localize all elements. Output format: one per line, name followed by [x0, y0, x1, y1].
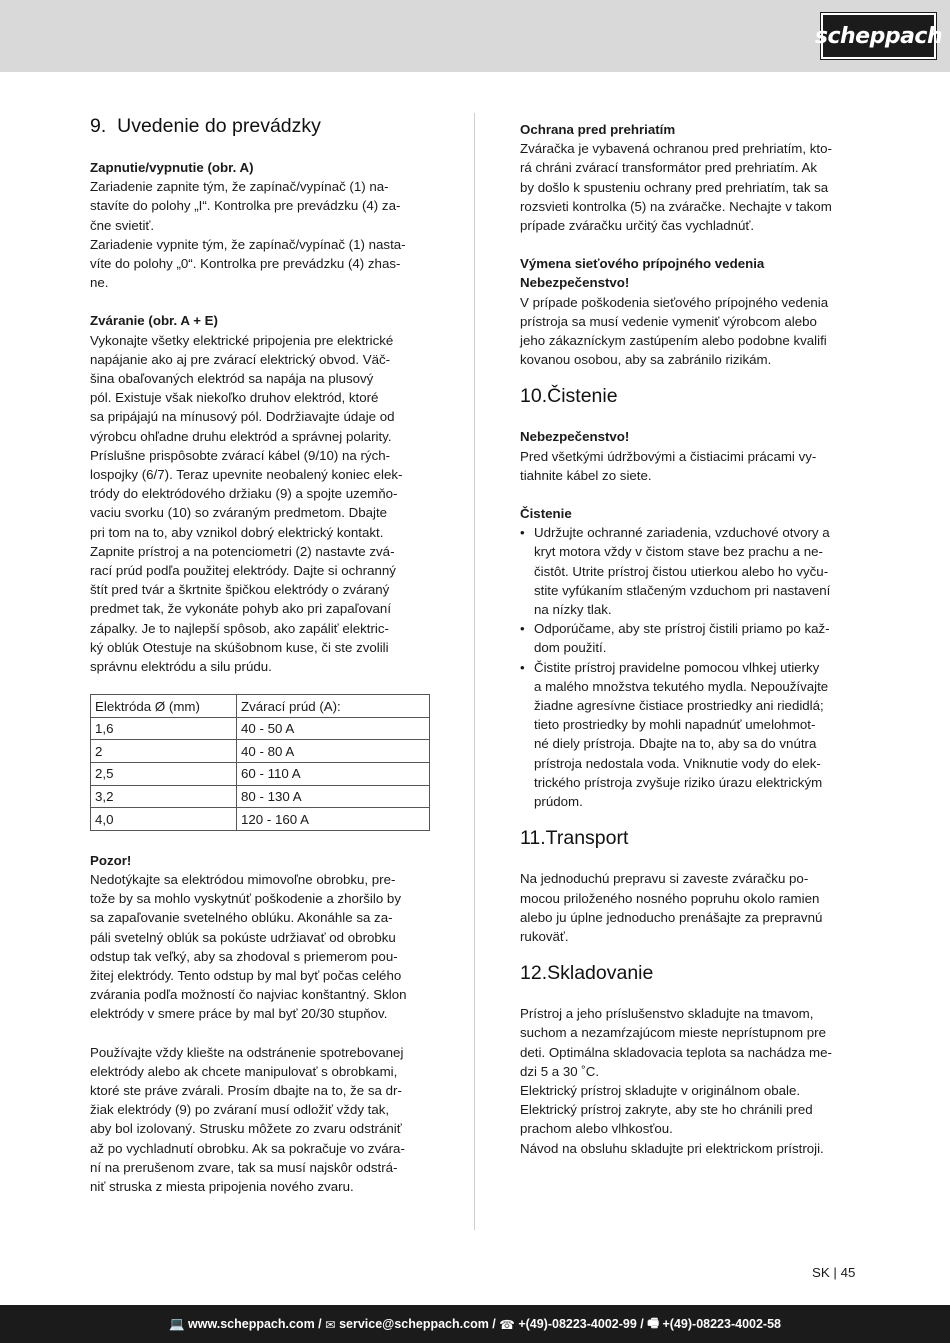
welding-subheading: Zváranie (obr. A + E): [90, 313, 218, 329]
section-number: 9.: [90, 115, 107, 137]
onoff-subheading: Zapnutie/vypnutie (obr. A): [90, 160, 254, 175]
scheppach-logo: scheppach: [821, 13, 936, 59]
page-header: [0, 0, 950, 72]
onoff-text: Zariadenie zapnite tým, že zapínač/vypínač (1) na- stavíte do polohy „I“. Kontrolka pre prevádzku (4) za- čne svietiť. Zariadenie vypnite tým, že zapínač/vypínač (1) nasta- víte do polohy „0“. Kontrolka pre prevádzku (4) zhas- ne.: [90, 179, 406, 291]
footer-website[interactable]: www.scheppach.com /: [188, 1317, 322, 1331]
section-title: Skladovanie: [547, 962, 654, 985]
cleaning-warning-text: Pred všetkými údržbovými a čistiacimi prácami vy- tiahnite kábel zo siete.: [520, 448, 817, 483]
table-row: [91, 763, 430, 786]
caution-text: Nedotýkajte sa elektródou mimovoľne obrobku, pre- tože by sa mohlo vyskytnúť poškodenie a zhoršilo by sa zapaľovanie svetelného oblúku. Akonáhle sa za- páli svetelný oblúk sa pokúste udržiavať od obrobku odstup tak veľký, aby sa zhodoval s priemerom pou- žitej elektródy. Tento odstup by mal byť počas celého zvárania podľa možností čo najviac konštantný. Sklon elektródy v smere práce by mal byť 20/30 stupňov.: [90, 872, 407, 1022]
section-number: 10.: [520, 385, 548, 408]
table-row: [91, 717, 430, 740]
table-cell: 40 - 50 A: [237, 717, 430, 740]
table-header-cell: Elektróda Ø (mm): [91, 695, 237, 718]
overheat-subheading: Ochrana pred prehriatím: [520, 122, 676, 137]
overheat-text: Zváračka je vybavená ochranou pred prehriatím, kto- rá chráni zvárací transformátor pred prehriatím. Ak by došlo k spusteniu ochrany pred prehriatím, tak sa rozsvieti kontrolka (5) na zváračke. Nechajte v takom prípade zváračku určitý čas vychladnúť.: [520, 141, 832, 234]
electrode-current-table: [90, 694, 430, 831]
transport-text: Na jednoduchú prepravu si zaveste zváračku po- mocou priloženého nosného popruhu okolo ramien alebo ju úplne jednoducho prenášajte za prepravnú rukoväť.: [520, 871, 823, 944]
cable-warning: Nebezpečenstvo!: [520, 275, 630, 291]
list-item: • Odporúčame, aby ste prístroj čistili priamo po kaž- dom použití.: [520, 619, 860, 657]
table-row: [91, 785, 430, 808]
table-cell: 1,6: [91, 717, 237, 740]
footer-phone: +(49)-08223-4002-99 /: [518, 1317, 644, 1331]
section-12-heading: [520, 960, 860, 986]
section-number: 11.: [520, 827, 546, 850]
table-cell: 2,5: [91, 763, 237, 786]
section-10-heading: [520, 383, 860, 409]
list-item: • Čistite prístroj pravidelne pomocou vlhkej utierky a malého množstva tekutého mydla. Nepoužívajte žiadne agresívne čistiace prostriedky ani riedidlá; tieto prostriedky by mohli napadnúť umelohmot- né diely prístroja. Dbajte na to, aby sa do vnútra prístroja nedostala voda. Vniknutie vody do elek- trického prístroja zvyšuje riziko úrazu elektrickým prúdom.: [520, 658, 860, 812]
column-divider: [474, 113, 475, 1230]
list-item: • Udržujte ochranné zariadenia, vzduchové otvory a kryt motora vždy v čistom stave bez prachu a ne- čistôt. Utrite prístroj čistou utierkou alebo ho vyču- stite vyfúkaním stlačeným vzduchom pri nastavení na nízky tlak.: [520, 523, 860, 619]
page-footer: [0, 1305, 950, 1343]
cleaning-warning: Nebezpečenstvo!: [520, 429, 630, 445]
section-title: Transport: [545, 827, 629, 850]
table-header-cell: Zvárací prúd (A):: [237, 695, 430, 718]
storage-text: Prístroj a jeho príslušenstvo skladujte na tmavom, suchom a nezamŕzajúcom mieste neprístupnom pre deti. Optimálna skladovacia teplota sa nachádza me- dzi 5 a 30 ˚C. Elektrický prístroj skladujte v originálnom obale. Elektrický prístroj zakryte, aby ste ho chránili pred prachom alebo vlhkosťou. Návod na obsluhu skladujte pri elektrickom prístroji.: [520, 1006, 832, 1156]
table-row: [91, 808, 430, 831]
table-cell: 40 - 80 A: [237, 740, 430, 763]
fax-icon: 🖷: [643, 1315, 663, 1330]
section-title: Uvedenie do prevádzky: [117, 115, 321, 137]
table-cell: 80 - 130 A: [237, 785, 430, 808]
right-column: [520, 120, 860, 1158]
computer-icon: 💻: [168, 1316, 189, 1331]
left-column: [90, 113, 430, 1196]
mail-icon: ✉: [321, 1317, 340, 1332]
pliers-text: Používajte vždy kliešte na odstránenie spotrebovanej elektródy alebo ak chcete manipulovať s obrobkami, ktoré ste práve zvárali. Prosím dbajte na to, že sa dr- žiak elektródy (9) po zváraní musí odložiť vždy tak, aby bol izolovaný. Strusku môžete zo zvaru odstrániť až po vychladnutí obrobku. Ak sa pokračuje vo zvára- ní na prerušenom zvare, tak sa musí najskôr odstrá- niť struska z miesta pripojenia nového zvaru.: [90, 1044, 405, 1195]
cleaning-list: [520, 523, 860, 811]
cable-text: V prípade poškodenia sieťového prípojného vedenia prístroja sa musí vedenie vymeniť výrobcom alebo jeho zákazníckym zastúpením alebo podobne kvalifi kovanou osobou, aby sa zabránilo rizikám.: [520, 294, 829, 368]
section-11-heading: [520, 825, 860, 851]
table-cell: 120 - 160 A: [237, 808, 430, 831]
cleaning-subheading: Čistenie: [520, 506, 572, 522]
footer-fax: +(49)-08223-4002-58: [662, 1317, 781, 1331]
welding-text: Vykonajte všetky elektrické pripojenia pre elektrické napájanie ako aj pre zvárací elektrický obvod. Väč- šina obaľovaných elektród sa napája na plusový pól. Existuje však niekoľko druhov elektród, ktoré sa pripájajú na mínusový pól. Dodržiavajte údaje od výrobcu ohľadne druhu elektród a správnej polarity. Príslušne prispôsobte zvárací kábel (9/10) na rých- lospojky (6/7). Teraz upevnite neobalený koniec elek- tródy do elektródového držiaku (9) a spojte uzemňo- vaciu svorku (10) so zváraným predmetom. Dbajte pri tom na to, aby vznikol dobrý elektrický kontakt. Zapnite prístroj a na potenciometri (2) nastavte zvá- rací prúd podľa použitej elektródy. Dajte si ochranný štít pred tvár a škrtnite špičkou elektródy o zváraný predmet tak, že vykonáte pohyb ako pri zapaľovaní zápalky. Je to najlepší spôsob, ako zapáliť elektric- ký oblúk Otestuje na skúšobnom kuse, či ste zvolili správnu elektródu a silu prúdu.: [90, 332, 403, 675]
table-cell: 2: [91, 740, 237, 763]
caution-subheading: Pozor!: [90, 852, 132, 868]
phone-icon: ☎: [495, 1317, 519, 1332]
table-cell: 4,0: [91, 808, 237, 831]
section-number: 12.: [520, 962, 548, 985]
footer-email[interactable]: service@scheppach.com /: [339, 1317, 496, 1331]
table-header-row: [91, 695, 430, 718]
page-number: SK | 45: [812, 1265, 856, 1280]
table-cell: 3,2: [91, 785, 237, 808]
section-9-heading: [90, 113, 430, 139]
table-cell: 60 - 110 A: [237, 763, 430, 786]
cable-subheading: Výmena sieťového prípojného vedenia: [520, 256, 765, 272]
section-title: Čistenie: [547, 385, 618, 408]
table-row: [91, 740, 430, 763]
